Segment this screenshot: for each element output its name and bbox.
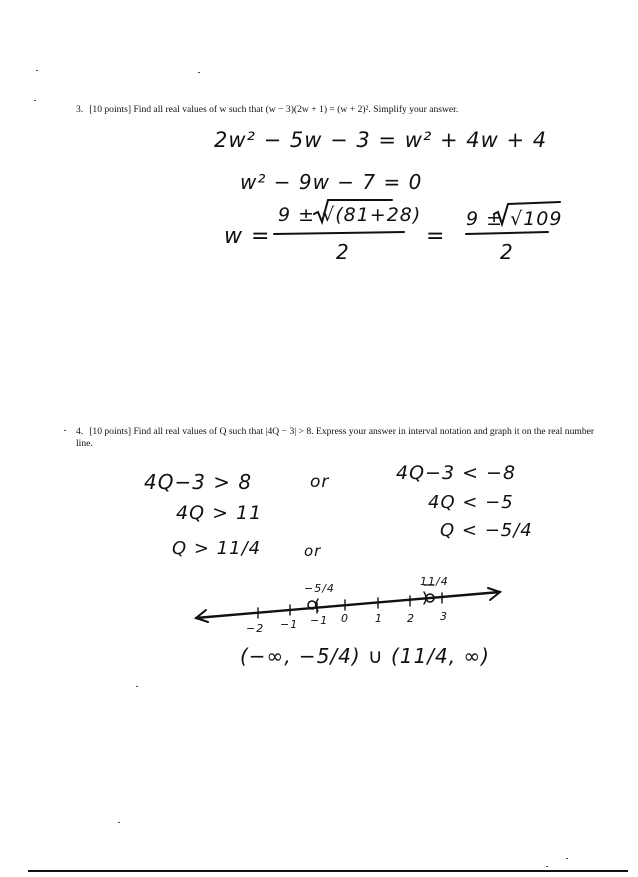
q4-or-1: or bbox=[310, 472, 330, 492]
q3-fraction-1-numerator: 9 ± √(81+28) bbox=[278, 204, 422, 226]
q4-tick-label: 1 bbox=[375, 612, 383, 625]
scan-speck bbox=[34, 100, 36, 101]
q4-tick-label: −1 bbox=[280, 618, 299, 631]
q4-tick-label: −2 bbox=[246, 622, 265, 635]
question-3-text: [10 points] Find all real values of w such that (w − 3)(2w + 1) = (w + 2)². Simplify your answer. bbox=[89, 104, 459, 115]
q3-radical-1 bbox=[314, 200, 392, 222]
q3-w-equals: w = bbox=[224, 224, 271, 249]
question-3-number: 3. bbox=[76, 104, 84, 115]
page-bottom-rule bbox=[28, 870, 628, 872]
question-4-number: 4. bbox=[76, 426, 84, 437]
q4-left-line-3: Q > 11/4 bbox=[172, 538, 262, 559]
scan-speck bbox=[118, 822, 120, 823]
q4-right-line-3: Q < −5/4 bbox=[440, 520, 533, 541]
q4-right-line-2: 4Q < −5 bbox=[428, 492, 514, 513]
q3-fraction-bar-2 bbox=[466, 232, 548, 234]
q4-tick-label: −1 bbox=[310, 614, 329, 627]
q3-fraction-2-denominator: 2 bbox=[500, 240, 514, 264]
q3-work-line-2: w² − 9w − 7 = 0 bbox=[240, 170, 423, 194]
number-line bbox=[196, 592, 500, 618]
q3-radical-2 bbox=[494, 202, 560, 224]
scan-speck bbox=[546, 866, 548, 867]
q4-tick-label: 0 bbox=[341, 612, 349, 625]
q3-work-line-1: 2w² − 5w − 3 = w² + 4w + 4 bbox=[214, 128, 548, 152]
q4-interval-answer: (−∞, −5/4) ∪ (11/4, ∞) bbox=[240, 644, 490, 668]
q3-fraction-bar-1 bbox=[274, 232, 404, 234]
q4-tick-label: 3 bbox=[440, 610, 448, 623]
scan-speck bbox=[64, 430, 66, 431]
q3-fraction-1-denominator: 2 bbox=[336, 240, 350, 264]
q4-right-line-1: 4Q−3 < −8 bbox=[396, 462, 517, 484]
q4-mark-right-label: 11/4 bbox=[420, 575, 449, 588]
q4-mark-left-label: −5/4 bbox=[304, 582, 335, 595]
q4-or-2: or bbox=[304, 542, 322, 560]
scan-speck bbox=[566, 858, 568, 859]
scan-speck bbox=[136, 686, 138, 687]
q4-tick-label: 2 bbox=[407, 612, 415, 625]
scan-speck bbox=[36, 70, 38, 71]
q4-left-line-2: 4Q > 11 bbox=[176, 502, 263, 524]
scan-speck bbox=[198, 72, 200, 73]
q3-fraction-2-numerator: 9 ± √109 bbox=[466, 208, 563, 230]
q3-equals-sign: = bbox=[426, 224, 446, 249]
question-4-text: [10 points] Find all real values of Q such that |4Q − 3| > 8. Express your answer in interval notation and graph it on the real number line. bbox=[76, 426, 595, 449]
q4-left-line-1: 4Q−3 > 8 bbox=[144, 470, 253, 494]
